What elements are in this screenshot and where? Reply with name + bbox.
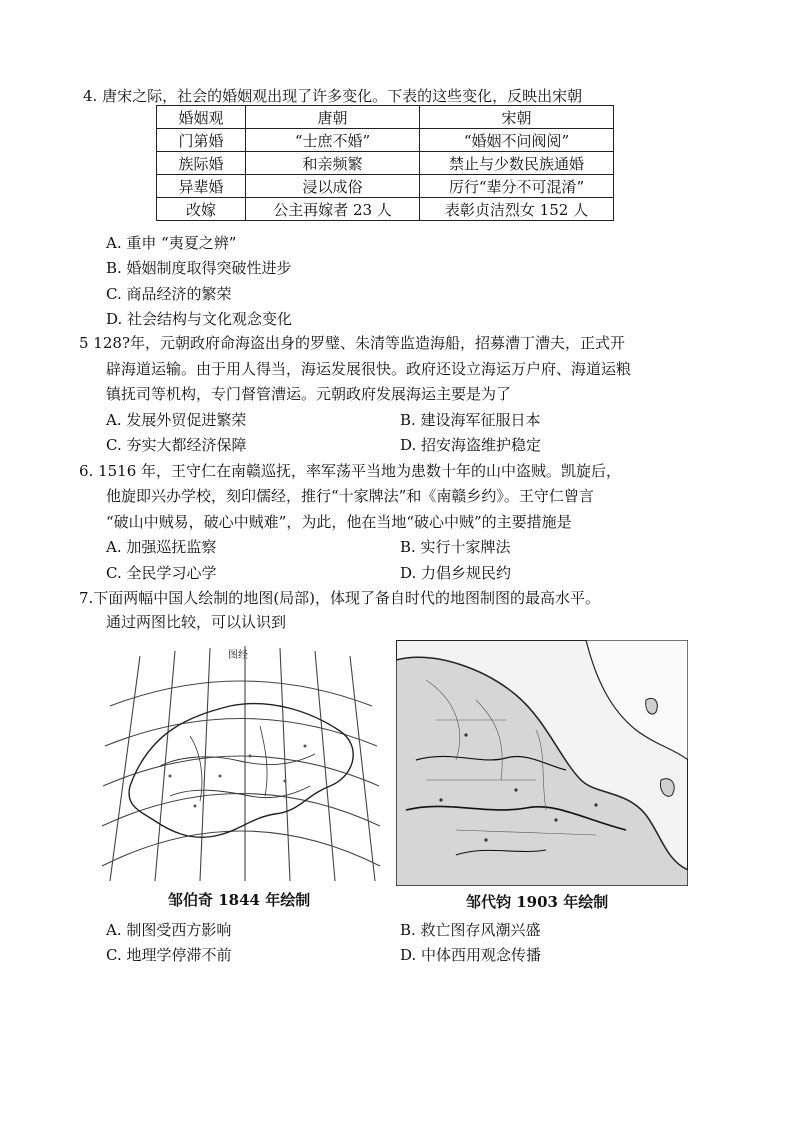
table-row [157, 175, 614, 198]
q7-option-b: B. 救亡图存风潮兴盛 [400, 921, 541, 939]
table-cell: 和亲频繁 [246, 152, 420, 175]
table-cell: 改嫁 [157, 198, 246, 221]
table-cell: 浸以成俗 [246, 175, 420, 198]
table-cell: 门第婚 [157, 129, 246, 152]
table-cell: “士庶不婚” [246, 129, 420, 152]
q7-option-d: D. 中体西用观念传播 [400, 946, 542, 964]
table-row [157, 152, 614, 175]
table-row [157, 198, 614, 221]
map-1844-image [100, 636, 382, 886]
table-cell: 公主再嫁者 23 人 [246, 198, 420, 221]
q4-option-b: B. 婚姻制度取得突破性进步 [106, 259, 292, 277]
table-cell: 族际婚 [157, 152, 246, 175]
map-1844-title: 图经 [228, 650, 248, 661]
question-5-line-3: 镇抚司等机构，专门督管漕运。元朝政府发展海运主要是为了 [106, 385, 512, 403]
map-1903-caption: 邹代钧 1903 年绘制 [466, 893, 609, 911]
q6-option-c: C. 全民学习心学 [106, 564, 217, 582]
q6-option-d: D. 力倡乡规民约 [400, 564, 512, 582]
q5-option-a: A. 发展外贸促进繁荣 [106, 411, 247, 429]
table-cell: “婚姻不问阀阅” [420, 129, 614, 152]
q4-option-d: D. 社会结构与文化观念变化 [106, 310, 293, 328]
q5-option-c: C. 夯实大都经济保障 [106, 436, 247, 454]
q4-option-a: A. 重申 “夷夏之辨” [106, 234, 237, 252]
table-header-cell: 婚姻观 [157, 106, 246, 129]
marriage-comparison-table [156, 105, 614, 221]
question-6-line-3: “破山中贼易，破心中贼难”，为此，他在当地“破心中贼”的主要措施是 [106, 513, 572, 531]
q7-option-a: A. 制图受西方影响 [106, 921, 232, 939]
table-cell: 厉行“辈分不可混淆” [420, 175, 614, 198]
map-1844-caption: 邹伯奇 1844 年绘制 [168, 891, 311, 909]
q5-option-d: D. 招安海盗维护稳定 [400, 436, 542, 454]
table-row [157, 129, 614, 152]
q6-option-a: A. 加强巡抚监察 [106, 538, 217, 556]
q5-option-b: B. 建设海军征服日本 [400, 411, 541, 429]
table-header-cell: 唐朝 [246, 106, 420, 129]
question-7-line-2: 通过两图比较，可以认识到 [106, 613, 287, 631]
table-header-row [157, 106, 614, 129]
table-header-cell: 宋朝 [420, 106, 614, 129]
question-6-line-2: 他旋即兴办学校，刻印儒经，推行“十家牌法”和《南赣乡约》。王守仁曾言 [106, 487, 594, 505]
table-cell: 表彰贞洁烈女 152 人 [420, 198, 614, 221]
table-cell: 禁止与少数民族通婚 [420, 152, 614, 175]
map-1903-image [396, 640, 688, 886]
question-4-stem: 4. 唐宋之际，社会的婚姻观出现了许多变化。下表的这些变化，反映出宋朝 [83, 87, 583, 105]
q4-option-c: C. 商品经济的繁荣 [106, 285, 232, 303]
question-5-line-1: 5 128?年，元朝政府命海盗出身的罗璧、朱清等监造海船，招募漕丁漕夫，正式开 [79, 334, 625, 352]
q6-option-b: B. 实行十家牌法 [400, 538, 511, 556]
question-5-line-2: 辟海道运输。由于用人得当，海运发展很快。政府还设立海运万户府、海道运粮 [106, 360, 632, 378]
question-6-line-1: 6. 1516 年，王守仁在南赣巡抚，率军荡平当地为患数十年的山中盗贼。凯旋后， [79, 462, 622, 480]
q7-option-c: C. 地理学停滞不前 [106, 946, 232, 964]
table-cell: 异辈婚 [157, 175, 246, 198]
question-7-line-1: 7.下面两幅中国人绘制的地图(局部)，体现了备自时代的地图制图的最高水平。 [79, 589, 601, 607]
